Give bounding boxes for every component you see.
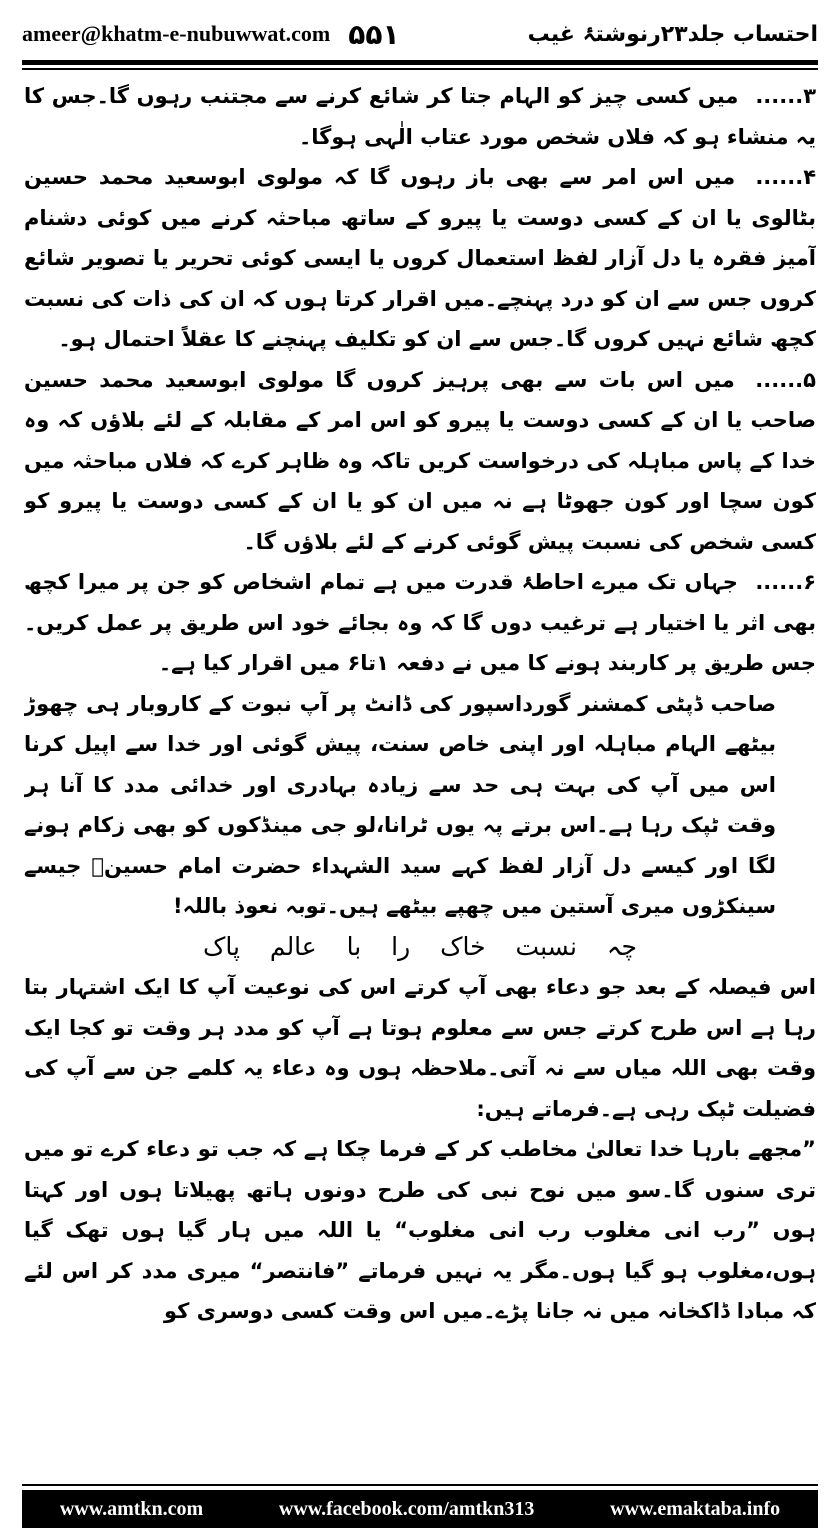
persian-verse: چہ نسبت خاک را با عالم پاک [203, 931, 637, 961]
header-title: احتساب جلد۲۳رنوشتۂ غیب [527, 21, 818, 47]
clause-number: ۴...... [755, 165, 816, 189]
clause-4 [24, 157, 816, 360]
header-email: ameer@khatm-e-nubuwwat.com [22, 21, 331, 46]
footer-link-emaktaba[interactable]: www.emaktaba.info [610, 1497, 781, 1520]
footer-link-facebook[interactable]: www.facebook.com/amtkn313 [278, 1497, 535, 1520]
body-paragraph: صاحب ڈپٹی کمشنر گورداسپور کی ڈانٹ پر آپ نبوت کے کاروبار ہی چھوڑ بیٹھے الہام مباہلہ اور اپنی خاص سنت، پیش گوئی اور خدا سے اپیل کرنا اس میں آپ کی بہت ہی حد سے زیادہ بہادری اور خدائی مدد کا آنا ہر وقت ٹپک رہا ہے۔اس برتے پہ یوں ٹرانا،لو جی مینڈکوں کو بھی زکام ہونے لگا اور کیسے دل آزار لفظ کہے سید الشہداء حضرت امام حسینؓ جیسے سینکڑوں میری آستین میں چھپے بیٹھے ہیں۔توبہ نعوذ باللہ! [24, 691, 776, 918]
clause-6 [24, 562, 816, 684]
clause-text: جہاں تک میرے احاطۂ قدرت میں ہے تمام اشخاص کو جن پر میرا کچھ بھی اثر یا اختیار ہے ترغیب دوں گا کہ وہ بجائے خود اس طریق پر عمل کریں۔جس طریق پر کاربند ہونے کا میں نے دفعہ ۱تا۶ میں اقرار کیا ہے۔ [24, 570, 816, 675]
footer-link-amtkn[interactable]: www.amtkn.com [59, 1497, 204, 1520]
clause-text: میں اس امر سے بھی باز رہوں گا کہ مولوی ابوسعید محمد حسین بٹالوی یا ان کے کسی دوست یا پیرو کے ساتھ مباحثہ کرنے میں کوئی دشنام آمیز فقرہ یا دل آزار لفظ استعمال کروں یا ایسی کوئی تحریر یا تصویر شائع کروں جس سے ان کو درد پہنچے۔میں اقرار کرتا ہوں کہ ان کی ذات کی نسبت کچھ شائع نہیں کروں گا۔جس سے ان کو تکلیف پہنچنے کا عقلاً احتمال ہو۔ [24, 165, 816, 351]
header-rule-thick [22, 60, 818, 65]
clause-number: ۶...... [755, 570, 816, 594]
footer-rule [22, 1484, 818, 1486]
quoted-paragraph: ”مجھے بارہا خدا تعالیٰ مخاطب کر کے فرما چکا ہے کہ جب تو دعاء کرے تو میں تری سنوں گا۔سو میں نوح نبی کی طرح دونوں ہاتھ پھیلاتا ہوں اور کہتا ہوں ”رب انی مغلوب رب انی مغلوب“ یا اللہ میں ہار گیا ہوں تھک گیا ہوں،مغلوب ہو گیا ہوں۔مگر یہ نہیں فرماتے ”فانتصر“ میری مدد کر اس لئے کہ مبادا ڈاکخانہ میں نہ جانا پڑے۔میں اس وقت کسی دوسری کو [24, 1137, 816, 1323]
page-header [22, 14, 818, 54]
clause-3 [24, 76, 816, 157]
clause-number: ۳...... [755, 84, 816, 108]
page-body [24, 76, 816, 1476]
clause-text: میں کسی چیز کو الہام جتا کر شائع کرنے سے مجتنب رہوں گا۔جس کا یہ منشاء ہو کہ فلاں شخص مورد عتاب الٰہی ہوگا۔ [24, 84, 816, 149]
footer-bar [22, 1490, 818, 1528]
header-rule-thin [22, 68, 818, 70]
clause-text: میں اس بات سے بھی پرہیز کروں گا مولوی ابوسعید محمد حسین صاحب یا ان کے کسی دوست یا پیرو کو اس امر کے مقابلہ کے لئے بلاؤں کہ وہ خدا کے پاس مباہلہ کی درخواست کریں تاکہ وہ ظاہر کرے کہ فلاں مباحثہ میں کون سچا اور کون جھوٹا ہے نہ میں ان کو یا ان کے کسی دوست یا پیرو کو کسی شخص کی نسبت پیش گوئی کرنے کے لئے بلاؤں گا۔ [24, 367, 816, 554]
body-paragraph: اس فیصلہ کے بعد جو دعاء بھی آپ کرتے اس کی نوعیت آپ کا ایک اشتہار بتا رہا ہے اس طرح کرتے جس سے معلوم ہوتا ہے آپ کو مدد ہر وقت تو کجا ایک وقت بھی اللہ میاں سے نہ آتی۔ملاحظہ ہوں وہ دعاء یہ کلمے جن سے آپ کی فضیلت ٹپک رہی ہے۔فرماتے ہیں: [24, 975, 816, 1121]
clause-5 [24, 360, 816, 563]
header-left [22, 18, 400, 51]
page-number: ۵۵۱ [348, 17, 400, 51]
clause-number: ۵...... [755, 367, 816, 392]
